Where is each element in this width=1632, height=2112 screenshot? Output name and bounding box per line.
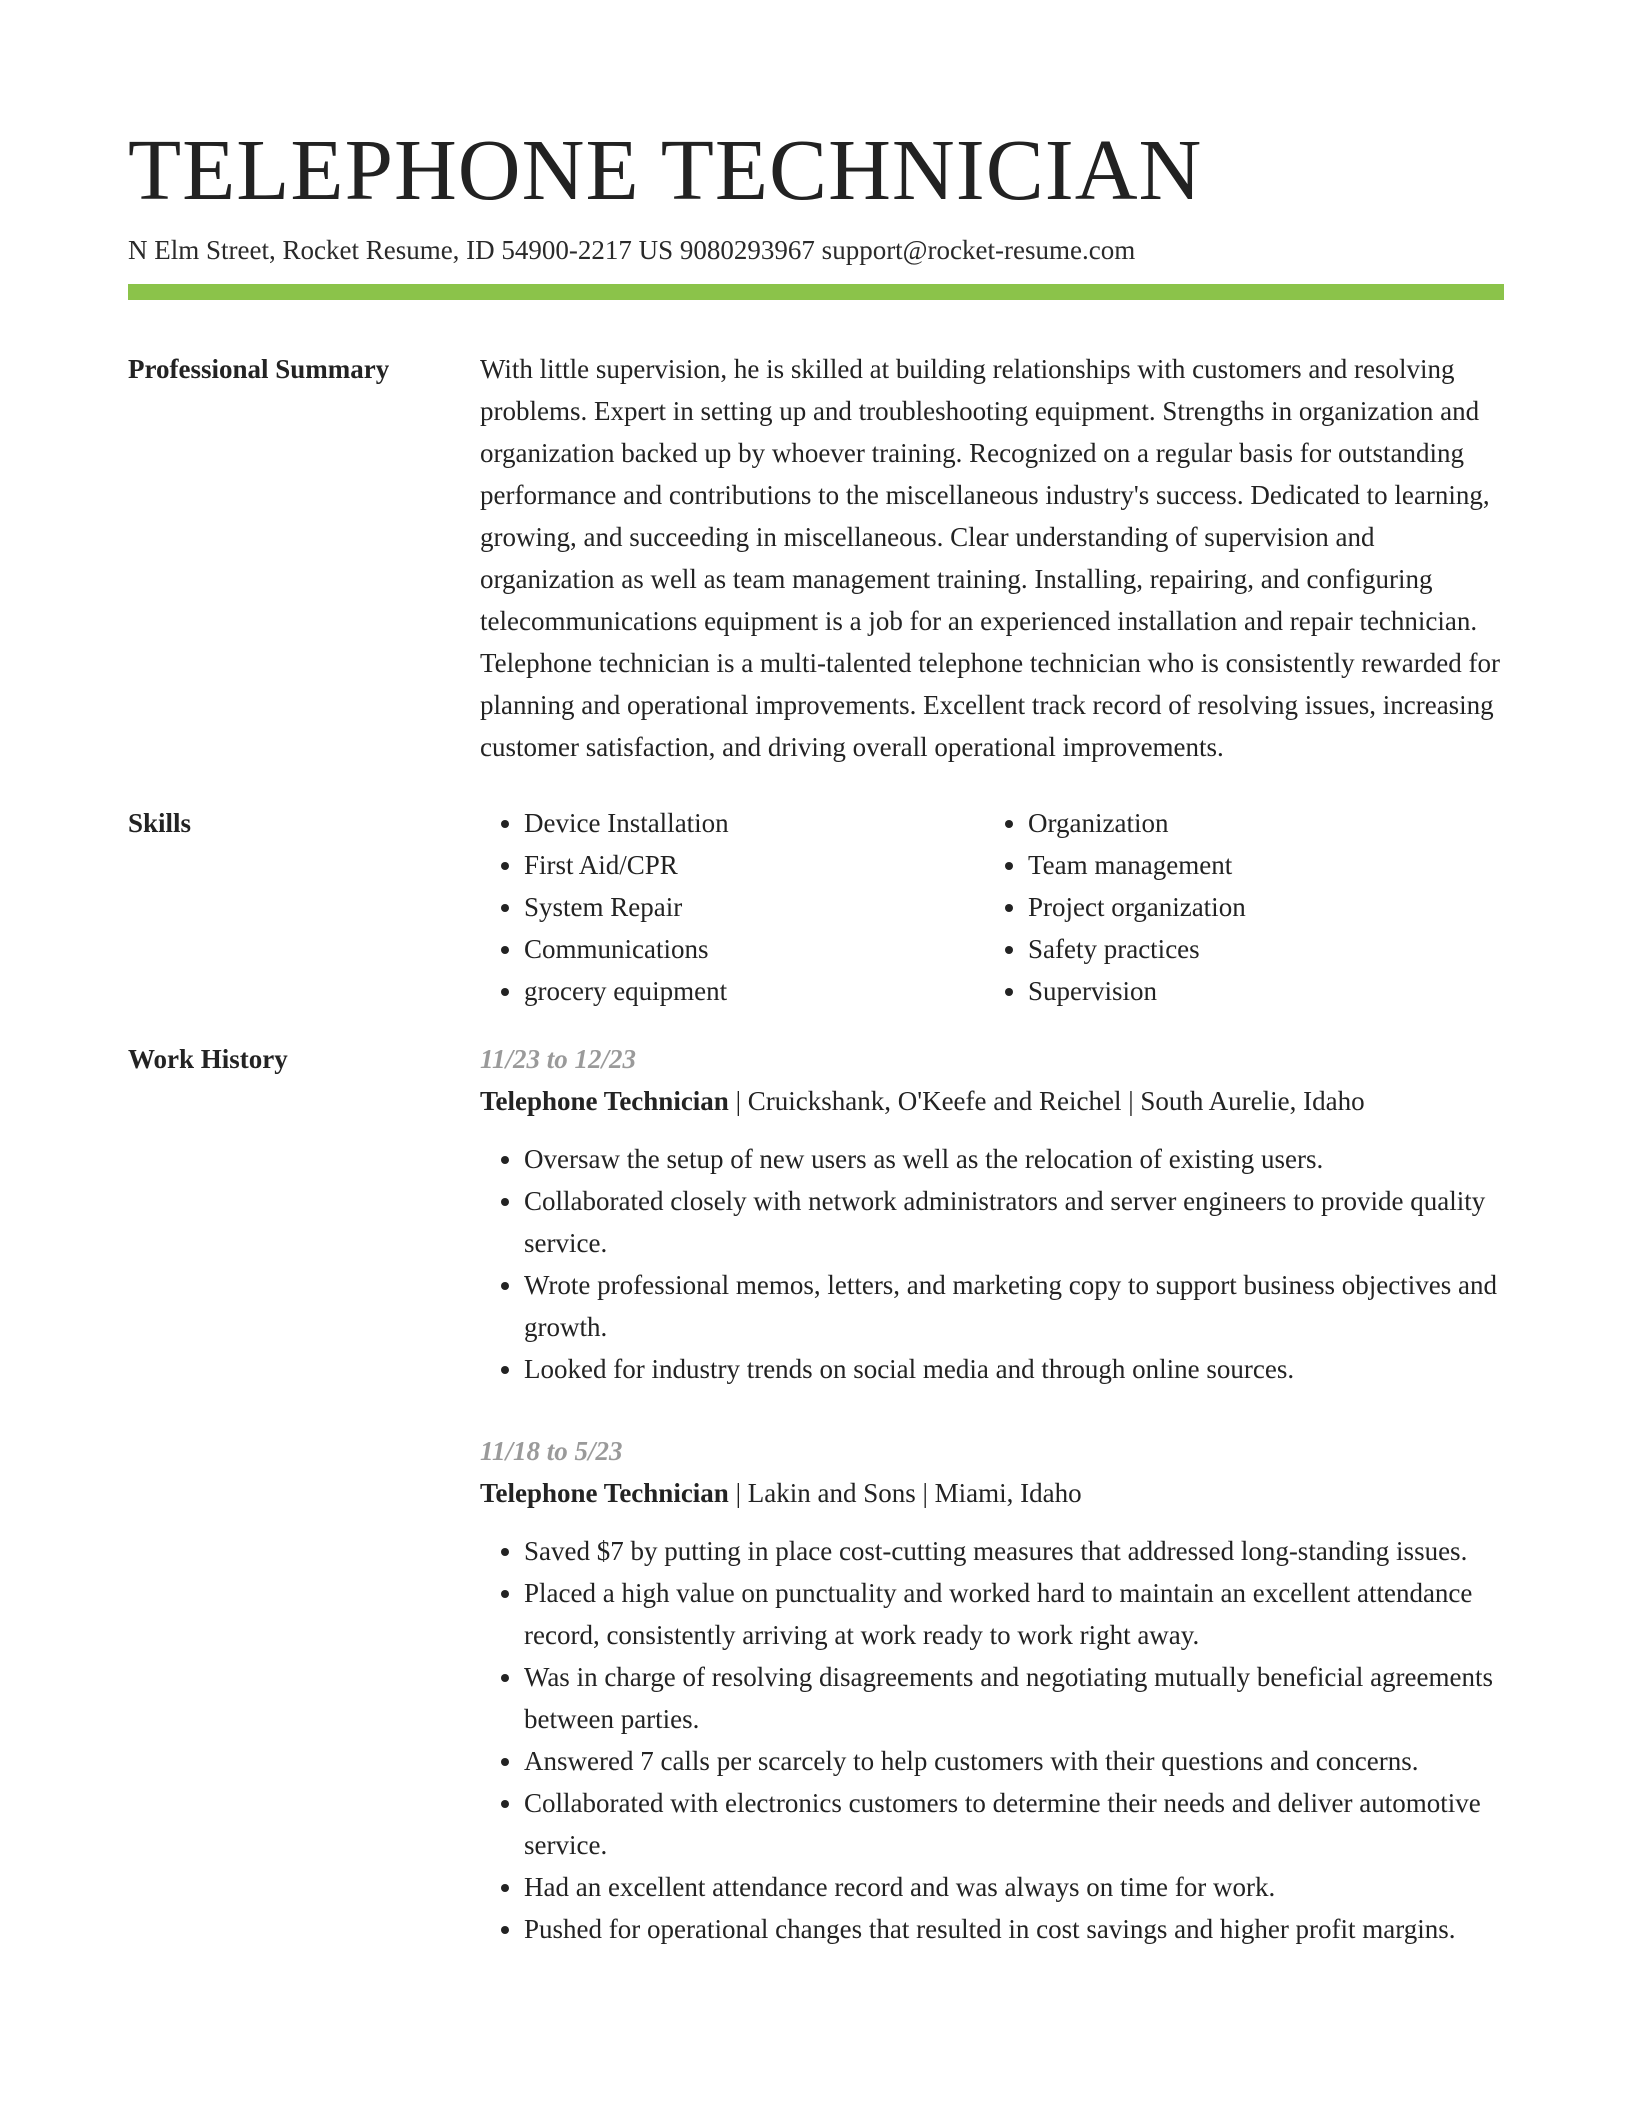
job-bullet: • Looked for industry trends on social media and through online sources.	[524, 1348, 1504, 1390]
job-dates: 11/23 to 12/23	[480, 1044, 637, 1074]
skill-item: • Project organization	[1028, 886, 1488, 928]
job-bullet: • Wrote professional memos, letters, and marketing copy to support business objectives and growth.	[524, 1264, 1504, 1348]
job-title-line	[480, 1080, 1504, 1122]
job-bullet: • Oversaw the setup of new users as well as the relocation of existing users.	[524, 1138, 1504, 1180]
accent-divider	[128, 284, 1504, 300]
job-bullet: • Answered 7 calls per scarcely to help customers with their questions and concerns.	[524, 1740, 1504, 1782]
skill-item: • Supervision	[1028, 970, 1488, 1012]
job-bullet: • Had an excellent attendance record and was always on time for work.	[524, 1866, 1504, 1908]
section-label-skills: Skills	[128, 808, 192, 838]
professional-summary-section	[128, 348, 1504, 768]
job-title-line	[480, 1472, 1504, 1514]
job-title: Telephone Technician	[480, 1478, 729, 1508]
skill-item: • grocery equipment	[524, 970, 984, 1012]
job-bullet: • Was in charge of resolving disagreements and negotiating mutually beneficial agreements between parties.	[524, 1656, 1504, 1740]
job-entry	[480, 1430, 1504, 1950]
skill-item: • Device Installation	[524, 802, 984, 844]
skill-item: • Communications	[524, 928, 984, 970]
job-bullet: • Placed a high value on punctuality and worked hard to maintain an excellent attendance record, consistently arriving at work ready to work right away.	[524, 1572, 1504, 1656]
resume-page	[128, 118, 1504, 1990]
summary-text: With little supervision, he is skilled at building relationships with customers and resolving problems. Expert in setting up and troubleshooting equipment. Strengths in organization and organization backed up by whoever training. Recognized on a regular basis for outstanding performance and contributions to the miscellaneous industry's success. Dedicated to learning, growing, and succeeding in miscellaneous. Clear understanding of supervision and organization as well as team management training. Installing, repairing, and configuring telecommunications equipment is a job for an experienced installation and repair technician. Telephone technician is a multi-talented telephone technician who is consistently rewarded for planning and operational improvements. Excellent track record of resolving issues, increasing customer satisfaction, and driving overall operational improvements.	[480, 354, 1501, 762]
skill-item: • Safety practices	[1028, 928, 1488, 970]
skills-list-left	[480, 802, 984, 1012]
job-title: Telephone Technician	[480, 1086, 729, 1116]
job-bullets	[480, 1138, 1504, 1390]
job-bullet: • Collaborated closely with network administrators and server engineers to provide quality service.	[524, 1180, 1504, 1264]
skill-item: • System Repair	[524, 886, 984, 928]
job-bullet: • Collaborated with electronics customers to determine their needs and deliver automotive service.	[524, 1782, 1504, 1866]
job-dates: 11/18 to 5/23	[480, 1436, 623, 1466]
skill-item: • First Aid/CPR	[524, 844, 984, 886]
job-bullets	[480, 1530, 1504, 1950]
resume-name-heading: TELEPHONE TECHNICIAN	[128, 121, 1203, 218]
skills-section	[128, 802, 1504, 1012]
section-label-summary: Professional Summary	[128, 354, 390, 384]
skill-item: • Organization	[1028, 802, 1488, 844]
section-label-work: Work History	[128, 1044, 288, 1074]
skills-list-right	[984, 802, 1488, 1012]
skill-item: • Team management	[1028, 844, 1488, 886]
work-history-section	[128, 1038, 1504, 1990]
job-details: | Lakin and Sons | Miami, Idaho	[728, 1478, 1082, 1508]
job-details: | Cruickshank, O'Keefe and Reichel | South Aurelie, Idaho	[728, 1086, 1365, 1116]
job-bullet: • Saved $7 by putting in place cost-cutting measures that addressed long-standing issues.	[524, 1530, 1504, 1572]
job-entry	[480, 1038, 1504, 1390]
job-bullet: • Pushed for operational changes that resulted in cost savings and higher profit margins.	[524, 1908, 1504, 1950]
contact-line: N Elm Street, Rocket Resume, ID 54900-2217 US 9080293967 support@rocket-resume.com	[128, 235, 1136, 265]
